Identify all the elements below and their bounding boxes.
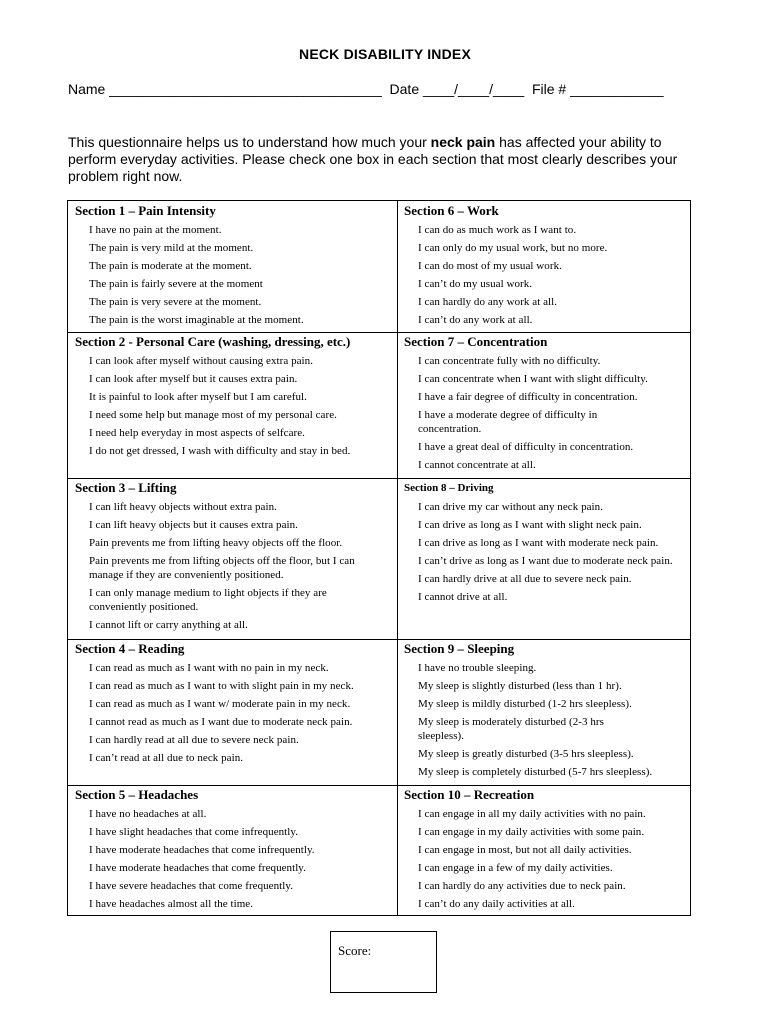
instructions-emphasis: neck pain	[430, 134, 496, 150]
section-9	[404, 641, 688, 780]
section-3	[75, 480, 391, 633]
option-item[interactable]: My sleep is moderately disturbed (2-3 hrs sleepless).	[418, 716, 604, 742]
row-divider	[68, 332, 690, 333]
option-item[interactable]: I can only manage medium to light objects if they are conveniently positioned.	[89, 587, 327, 613]
section-title: Section 9 – Sleeping	[404, 641, 515, 656]
option-item[interactable]: I can drive as long as I want with moderate neck pain.	[418, 537, 659, 549]
section-7	[404, 334, 688, 473]
section-title: Section 7 – Concentration	[404, 334, 548, 349]
section-8	[404, 480, 688, 605]
section-5	[75, 787, 391, 912]
instructions-text-1: This questionnaire helps us to understand how much your	[68, 134, 431, 150]
score-box[interactable]	[330, 931, 437, 993]
option-item[interactable]: I can do most of my usual work.	[418, 260, 562, 272]
section-title: Section 5 – Headaches	[75, 787, 199, 802]
option-item[interactable]: I can drive as long as I want with slight neck pain.	[418, 519, 642, 531]
row-divider	[68, 639, 690, 640]
section-title: Section 4 – Reading	[75, 641, 185, 656]
option-item[interactable]: I cannot drive at all.	[418, 591, 508, 603]
option-item[interactable]: The pain is very severe at the moment.	[89, 296, 262, 308]
option-item[interactable]: I have no pain at the moment.	[89, 224, 222, 236]
option-item[interactable]: I have moderate headaches that come frequently.	[89, 862, 306, 874]
section-2	[75, 334, 391, 459]
option-item[interactable]: I have a fair degree of difficulty in concentration.	[418, 391, 638, 403]
option-item[interactable]: The pain is fairly severe at the moment	[89, 278, 263, 290]
option-item[interactable]: I can hardly do any work at all.	[418, 296, 558, 308]
score-label: Score:	[338, 943, 372, 958]
section-10	[404, 787, 688, 912]
option-item[interactable]: I can look after myself but it causes extra pain.	[89, 373, 298, 385]
option-item[interactable]: I can read as much as I want to with slight pain in my neck.	[89, 680, 354, 692]
option-item[interactable]: I can’t read at all due to neck pain.	[89, 752, 244, 764]
questionnaire-table	[67, 200, 691, 916]
section-1	[75, 203, 391, 328]
option-item[interactable]: I do not get dressed, I wash with difficulty and stay in bed.	[89, 445, 351, 457]
option-item[interactable]: I need some help but manage most of my personal care.	[89, 409, 337, 421]
option-item[interactable]: I can do as much work as I want to.	[418, 224, 577, 236]
option-item[interactable]: I can read as much as I want w/ moderate pain in my neck.	[89, 698, 351, 710]
row-divider	[68, 785, 690, 786]
row-divider	[68, 478, 690, 479]
form-title: NECK DISABILITY INDEX	[299, 46, 471, 62]
option-item[interactable]: I can’t drive as long as I want due to moderate neck pain.	[418, 555, 673, 567]
patient-info-line[interactable]: Name ___________________________________ Date ____/____/____ File # ____________	[68, 81, 664, 97]
option-item[interactable]: I have slight headaches that come infrequently.	[89, 826, 299, 838]
option-item[interactable]: I have headaches almost all the time.	[89, 898, 254, 910]
option-item[interactable]: My sleep is mildly disturbed (1-2 hrs sleepless).	[418, 698, 632, 710]
section-title: Section 1 – Pain Intensity	[75, 203, 216, 218]
option-item[interactable]: The pain is moderate at the moment.	[89, 260, 252, 272]
option-item[interactable]: I cannot concentrate at all.	[418, 459, 536, 471]
option-item[interactable]: Pain prevents me from lifting heavy objects off the floor.	[89, 537, 343, 549]
column-divider	[397, 201, 398, 915]
option-item[interactable]: I have moderate headaches that come infrequently.	[89, 844, 315, 856]
section-title: Section 8 – Driving	[404, 482, 494, 494]
option-item[interactable]: I can engage in a few of my daily activities.	[418, 862, 613, 874]
option-item[interactable]: I cannot read as much as I want due to moderate neck pain.	[89, 716, 353, 728]
option-item[interactable]: I have no headaches at all.	[89, 808, 207, 820]
section-title: Section 6 – Work	[404, 203, 499, 218]
instructions	[68, 134, 688, 185]
option-item[interactable]: I can lift heavy objects but it causes extra pain.	[89, 519, 298, 531]
option-item[interactable]: I can’t do my usual work.	[418, 278, 533, 290]
option-item[interactable]: I have a great deal of difficulty in concentration.	[418, 441, 634, 453]
option-item[interactable]: I can drive my car without any neck pain.	[418, 501, 604, 513]
option-item[interactable]: I can engage in most, but not all daily activities.	[418, 844, 632, 856]
option-item[interactable]: It is painful to look after myself but I am careful.	[89, 391, 307, 403]
option-item[interactable]: I can engage in my daily activities with some pain.	[418, 826, 645, 838]
option-item[interactable]: I can hardly drive at all due to severe neck pain.	[418, 573, 632, 585]
option-item[interactable]: Pain prevents me from lifting objects off the floor, but I can manage if they are conveniently positioned.	[89, 555, 355, 581]
section-6	[404, 203, 688, 328]
option-item[interactable]: I cannot lift or carry anything at all.	[89, 619, 248, 631]
option-item[interactable]: I have a moderate degree of difficulty in concentration.	[418, 409, 598, 435]
option-item[interactable]: The pain is the worst imaginable at the moment.	[89, 314, 304, 326]
option-item[interactable]: I can’t do any daily activities at all.	[418, 898, 575, 910]
option-item[interactable]: I have severe headaches that come frequently.	[89, 880, 294, 892]
section-4	[75, 641, 391, 766]
option-item[interactable]: I can read as much as I want with no pain in my neck.	[89, 662, 329, 674]
option-item[interactable]: I can only do my usual work, but no more.	[418, 242, 608, 254]
instructions-text-2: has affected your ability to perform everyday activities. Please check one box in each section that most clearly describes your problem right now.	[68, 134, 678, 184]
option-item[interactable]: I can concentrate fully with no difficulty.	[418, 355, 601, 367]
option-item[interactable]: My sleep is greatly disturbed (3-5 hrs sleepless).	[418, 748, 634, 760]
option-item[interactable]: I have no trouble sleeping.	[418, 662, 537, 674]
option-item[interactable]: I can look after myself without causing extra pain.	[89, 355, 314, 367]
option-item[interactable]: The pain is very mild at the moment.	[89, 242, 254, 254]
option-item[interactable]: I can engage in all my daily activities with no pain.	[418, 808, 646, 820]
section-title: Section 3 – Lifting	[75, 480, 177, 495]
section-title: Section 10 – Recreation	[404, 787, 535, 802]
section-title: Section 2 - Personal Care (washing, dressing, etc.)	[75, 334, 351, 349]
option-item[interactable]: I can hardly do any activities due to neck pain.	[418, 880, 626, 892]
option-item[interactable]: My sleep is slightly disturbed (less than 1 hr).	[418, 680, 622, 692]
option-item[interactable]: My sleep is completely disturbed (5-7 hrs sleepless).	[418, 766, 653, 778]
option-item[interactable]: I need help everyday in most aspects of selfcare.	[89, 427, 305, 439]
option-item[interactable]: I can concentrate when I want with slight difficulty.	[418, 373, 648, 385]
option-item[interactable]: I can hardly read at all due to severe neck pain.	[89, 734, 299, 746]
option-item[interactable]: I can’t do any work at all.	[418, 314, 533, 326]
option-item[interactable]: I can lift heavy objects without extra pain.	[89, 501, 277, 513]
